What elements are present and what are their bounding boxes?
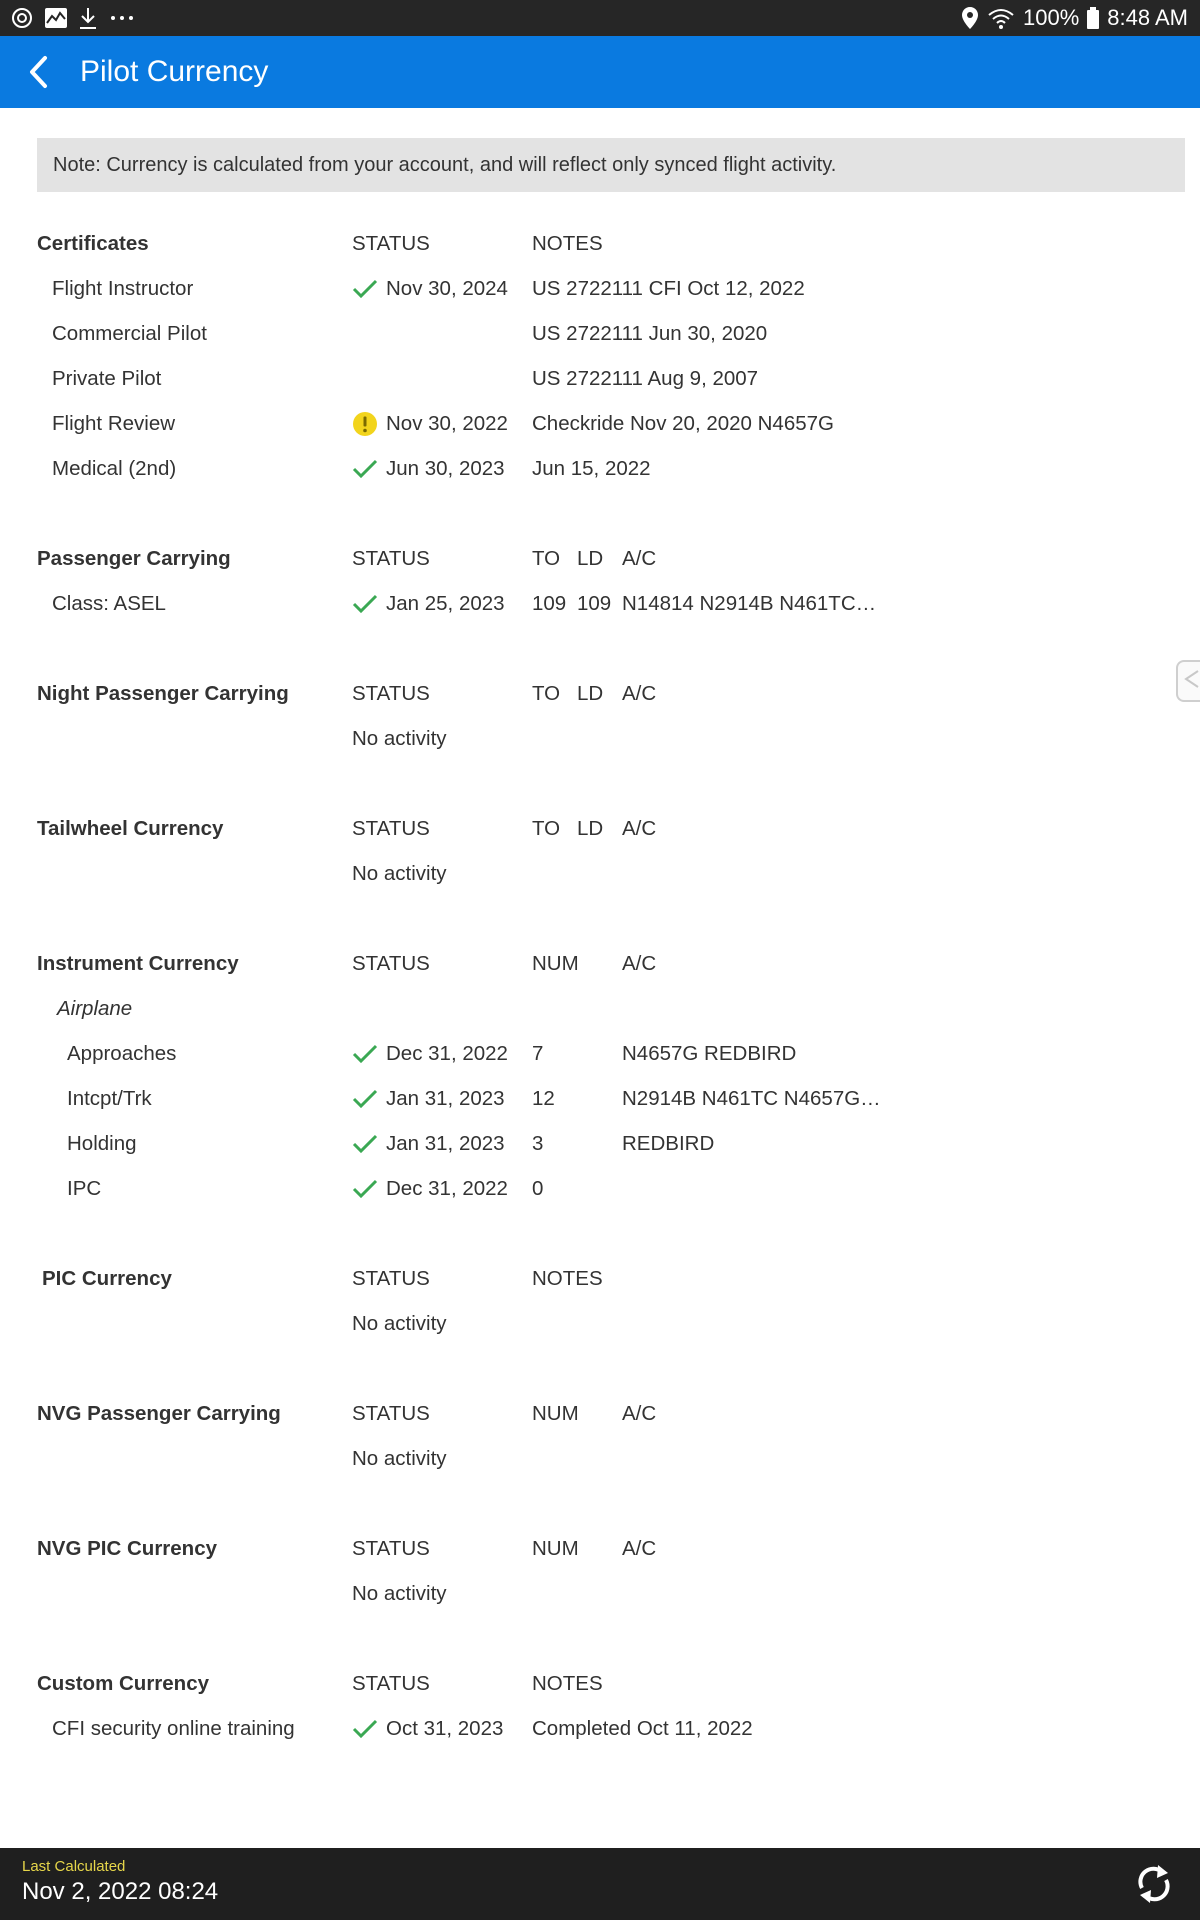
count: 7 [532,1042,544,1065]
currency-item-name: Class: ASEL [52,592,166,615]
subheading-airplane: Airplane [57,997,133,1020]
certificate-status [352,454,505,484]
certificate-name: Flight Review [52,412,176,435]
header-notes: NOTES [532,1267,603,1290]
header-status: STATUS [352,1402,430,1425]
certificate-name: Commercial Pilot [52,322,207,345]
header-status: STATUS [352,547,430,570]
header-status: STATUS [352,1672,430,1695]
page-title: Pilot Currency [80,55,269,88]
currency-item-name: Approaches [67,1042,177,1065]
check-icon [352,458,378,480]
landing-count: 109 [577,592,612,615]
check-icon [352,1088,378,1110]
last-calculated-bar [0,1848,1200,1920]
check-icon [352,593,378,615]
header-ld: LD [577,682,604,705]
certificate-status [352,409,508,439]
sync-icon [10,6,34,30]
header-to: TO [532,817,561,840]
system-status-bar [0,0,1200,36]
warning-icon [352,411,378,437]
aircraft-list: REDBIRD [622,1132,715,1155]
wifi-icon [987,6,1015,30]
section-title-nvg-pic-currency: NVG PIC Currency [37,1537,217,1560]
certificate-notes: Checkride Nov 20, 2020 N4657G [532,412,834,435]
header-status: STATUS [352,232,430,255]
status-date: Dec 31, 2022 [386,1177,508,1200]
header-status: STATUS [352,952,430,975]
battery-icon [1087,7,1099,29]
status-bar-left-icons [10,5,136,31]
header-status: STATUS [352,1267,430,1290]
status-bar-right [961,3,1188,33]
chevron-left-icon [27,55,49,89]
currency-item-name: Holding [67,1132,137,1155]
section-title-nvg-passenger-carrying: NVG Passenger Carrying [37,1402,281,1425]
download-icon [78,6,98,30]
check-icon [352,278,378,300]
header-to: TO [532,547,561,570]
section-title-tailwheel-currency: Tailwheel Currency [37,817,224,840]
no-activity-text: No activity [352,1582,447,1605]
check-icon [352,1043,378,1065]
currency-status [352,1714,503,1744]
aircraft-list: N2914B N461TC N4657G… [622,1087,881,1110]
check-icon [352,1718,378,1740]
certificate-notes: US 2722111 CFI Oct 12, 2022 [532,277,805,300]
sync-note: Note: Currency is calculated from your account, and will reflect only synced flight activity. [37,138,1185,192]
location-icon [961,6,979,30]
back-button[interactable] [16,50,60,94]
currency-status [352,1174,508,1204]
chart-icon [44,7,68,29]
section-title-certificates: Certificates [37,232,149,255]
no-activity-text: No activity [352,1447,447,1470]
status-date: Nov 30, 2022 [386,412,508,435]
more-dots-icon [108,6,136,30]
check-icon [352,1178,378,1200]
currency-item-name: IPC [67,1177,102,1200]
last-calculated-value: Nov 2, 2022 08:24 [22,1878,219,1905]
section-title-night-passenger-carrying: Night Passenger Carrying [37,682,289,705]
header-ac: A/C [622,1402,657,1425]
clock: 8:48 AM [1107,5,1188,30]
status-date: Jun 30, 2023 [386,457,505,480]
takeoff-count: 109 [532,592,567,615]
header-ac: A/C [622,817,657,840]
battery-percent: 100% [1023,5,1080,30]
count: 0 [532,1177,544,1200]
section-title-custom-currency: Custom Currency [37,1672,210,1695]
header-num: NUM [532,1402,579,1425]
share-icon [1178,662,1200,696]
header-ac: A/C [622,547,657,570]
certificate-notes: US 2722111 Jun 30, 2020 [532,322,768,345]
status-date: Dec 31, 2022 [386,1042,508,1065]
aircraft-list: N4657G REDBIRD [622,1042,797,1065]
header-status: STATUS [352,682,430,705]
certificate-name: Medical (2nd) [52,457,177,480]
header-notes: NOTES [532,1672,603,1695]
no-activity-text: No activity [352,727,447,750]
status-date: Jan 31, 2023 [386,1087,505,1110]
status-date: Jan 25, 2023 [386,592,505,615]
certificate-notes: Jun 15, 2022 [532,457,651,480]
currency-status [352,1084,505,1114]
header-ac: A/C [622,1537,657,1560]
custom-currency-notes: Completed Oct 11, 2022 [532,1717,753,1740]
no-activity-text: No activity [352,862,447,885]
currency-status [352,589,505,619]
count: 3 [532,1132,544,1155]
certificate-name: Private Pilot [52,367,162,390]
status-date: Nov 30, 2024 [386,277,508,300]
certificate-notes: US 2722111 Aug 9, 2007 [532,367,759,390]
currency-status [352,1039,508,1069]
check-icon [352,1133,378,1155]
certificate-name: Flight Instructor [52,277,194,300]
header-notes: NOTES [532,232,603,255]
header-ld: LD [577,547,604,570]
header-status: STATUS [352,1537,430,1560]
header-num: NUM [532,952,579,975]
currency-status [352,1129,505,1159]
section-title-instrument-currency: Instrument Currency [37,952,239,975]
currency-item-name: Intcpt/Trk [67,1087,152,1110]
count: 12 [532,1087,555,1110]
header-ac: A/C [622,682,657,705]
header-ac: A/C [622,952,657,975]
certificate-status [352,274,508,304]
section-title-passenger-carrying: Passenger Carrying [37,547,231,570]
aircraft-list: N14814 N2914B N461TC… [622,592,877,615]
side-panel-handle[interactable] [1176,660,1200,702]
last-calculated-label: Last Calculated [22,1858,126,1875]
header-num: NUM [532,1537,579,1560]
refresh-icon [1134,1862,1174,1906]
refresh-button[interactable] [1130,1860,1178,1908]
header-to: TO [532,682,561,705]
status-date: Jan 31, 2023 [386,1132,505,1155]
no-activity-text: No activity [352,1312,447,1335]
section-title-pic-currency: PIC Currency [42,1267,172,1290]
header-ld: LD [577,817,604,840]
custom-currency-name: CFI security online training [52,1717,295,1740]
app-bar [0,36,1200,108]
status-date: Oct 31, 2023 [386,1717,504,1740]
header-status: STATUS [352,817,430,840]
